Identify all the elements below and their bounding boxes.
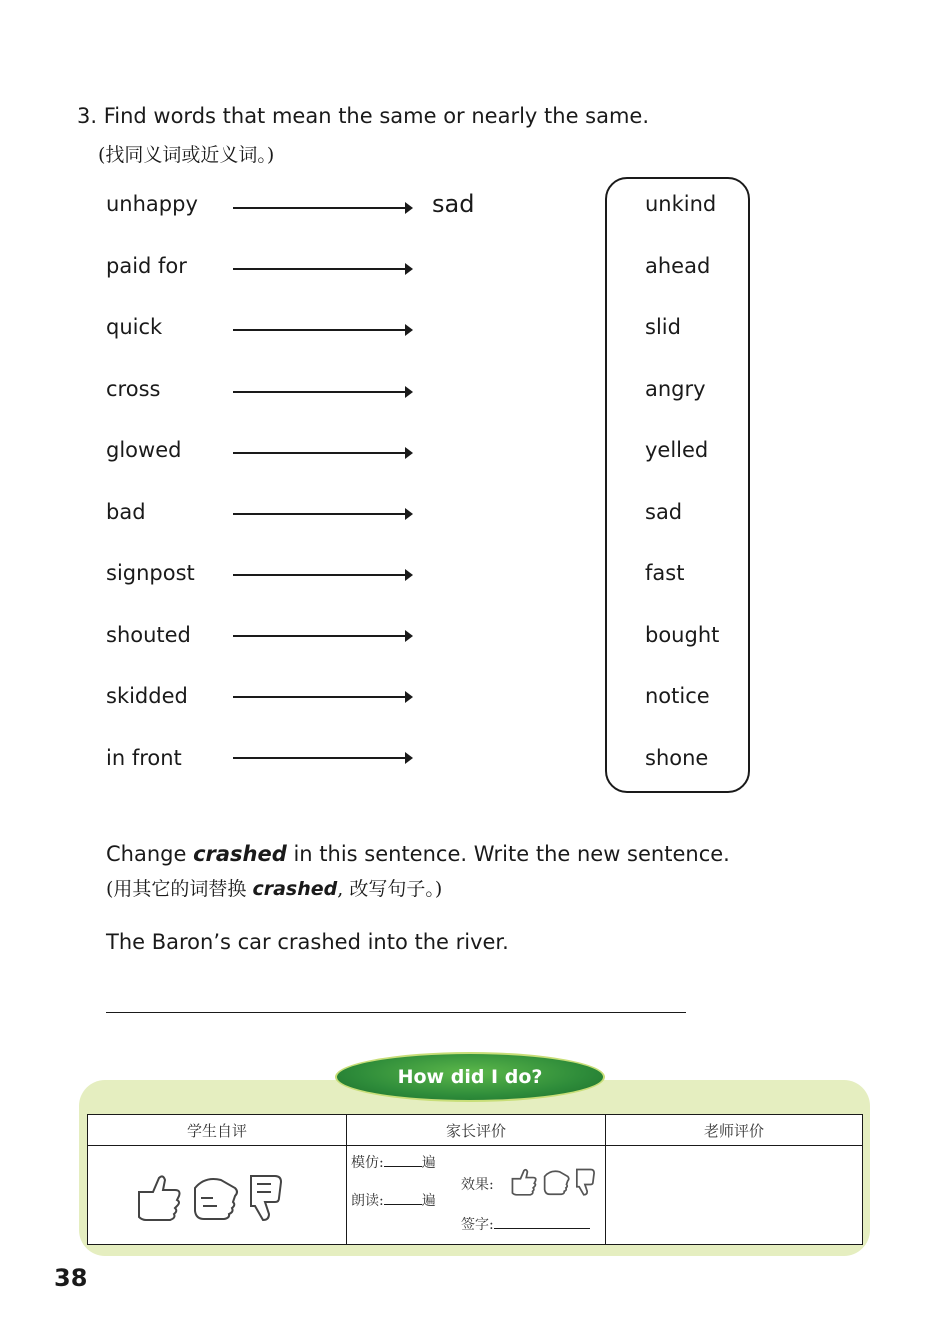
thumbs-rating-icon[interactable]	[133, 1168, 293, 1224]
arrow-icon	[233, 690, 413, 704]
question-title: 3. Find words that mean the same or nearly the same.	[77, 104, 650, 128]
arrow-icon	[233, 323, 413, 337]
arrow-icon	[233, 446, 413, 460]
left-word: signpost	[106, 561, 195, 585]
arrow-icon	[233, 262, 413, 276]
left-word: quick	[106, 315, 163, 339]
answer-line[interactable]	[106, 1012, 686, 1013]
left-word: unhappy	[106, 192, 198, 216]
teacher-eval-cell[interactable]	[606, 1146, 863, 1245]
header-teacher: 老师评价	[606, 1115, 863, 1146]
word-bank-item: sad	[645, 500, 683, 524]
evaluation-title: How did I do?	[335, 1052, 605, 1102]
source-sentence: The Baron’s car crashed into the river.	[106, 930, 509, 954]
effect-label: 效果:	[461, 1177, 494, 1193]
word-bank-item: slid	[645, 315, 681, 339]
word-bank-item: unkind	[645, 192, 717, 216]
sign-label: 签字:	[461, 1217, 494, 1233]
left-word: skidded	[106, 684, 188, 708]
page-number: 38	[54, 1264, 88, 1292]
change-instruction-cn: (用其它的词替换 crashed, 改写句子。)	[106, 878, 443, 900]
arrow-icon	[233, 629, 413, 643]
thumbs-rating-small-icon[interactable]	[509, 1164, 601, 1198]
question-subtitle: (找同义词或近义词。)	[98, 144, 275, 166]
read-label: 朗读:	[351, 1193, 384, 1209]
left-word: glowed	[106, 438, 182, 462]
word-bank-item: ahead	[645, 254, 711, 278]
times-label: 遍	[421, 1155, 436, 1171]
word-bank-item: angry	[645, 377, 706, 401]
arrow-icon	[233, 385, 413, 399]
left-word: shouted	[106, 623, 191, 647]
evaluation-table	[87, 1114, 863, 1245]
word-bank-item: yelled	[645, 438, 709, 462]
word-bank-item: notice	[645, 684, 710, 708]
word-bank-item: fast	[645, 561, 685, 585]
change-instruction: Change crashed in this sentence. Write the new sentence.	[106, 842, 730, 866]
example-answer: sad	[432, 190, 475, 218]
read-count-field[interactable]	[384, 1192, 422, 1205]
arrow-icon	[233, 568, 413, 582]
left-word: paid for	[106, 254, 187, 278]
parent-eval-cell	[347, 1146, 606, 1245]
left-word: in front	[106, 746, 182, 770]
word-bank-item: shone	[645, 746, 709, 770]
header-self: 学生自评	[88, 1115, 347, 1146]
arrow-icon	[233, 751, 413, 765]
left-word: bad	[106, 500, 146, 524]
left-word: cross	[106, 377, 161, 401]
times-label: 遍	[421, 1193, 436, 1209]
word-bank-item: bought	[645, 623, 720, 647]
signature-field[interactable]	[494, 1216, 590, 1229]
header-parent: 家长评价	[347, 1115, 606, 1146]
arrow-icon	[233, 201, 413, 215]
imitate-label: 模仿:	[351, 1155, 384, 1171]
arrow-icon	[233, 507, 413, 521]
self-eval-cell	[88, 1146, 347, 1245]
imitate-count-field[interactable]	[384, 1154, 422, 1167]
